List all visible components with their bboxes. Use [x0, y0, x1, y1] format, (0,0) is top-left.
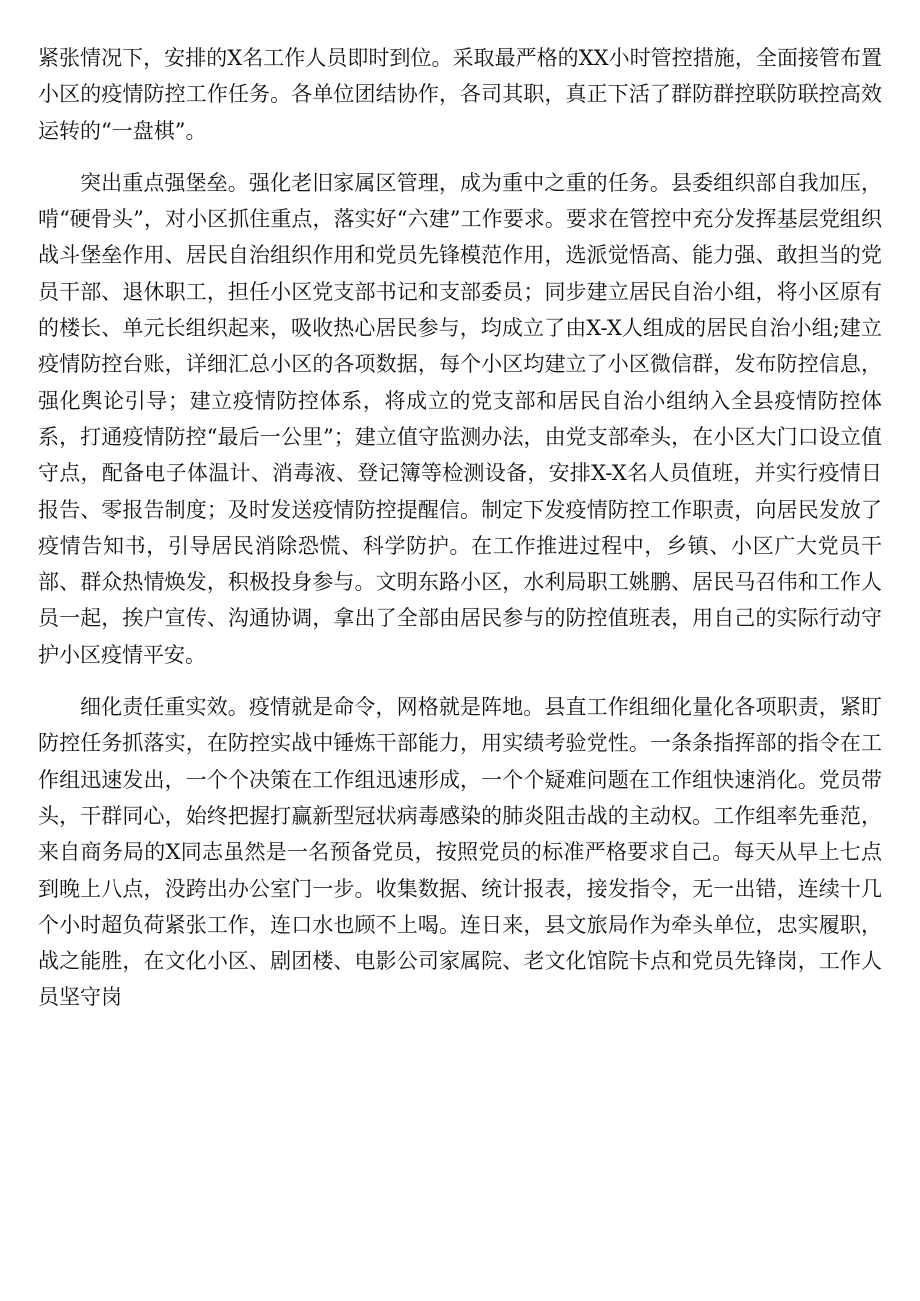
paragraph-key-fortress: 突出重点强堡垒。强化老旧家属区管理，成为重中之重的任务。县委组织部自我加压，啃“硬骨头”，对小区抓住重点，落实好“六建”工作要求。要求在管控中充分发挥基层党组织战斗堡垒作用、居民自治组织作用和党员先锋模范作用，选派觉悟高、能力强、敢担当的党员干部、退休职工，担任小区党支部书记和支部委员；同步建立居民自治小组，将小区原有的楼长、单元长组织起来，吸收热心居民参与，均成立了由X-X人组成的居民自治小组;建立疫情防控台账，详细汇总小区的各项数据，每个小区均建立了小区微信群，发布防控信息，强化舆论引导；建立疫情防控体系，将成立的党支部和居民自治小组纳入全县疫情防控体系，打通疫情防控“最后一公里”；建立值守监测办法，由党支部牵头，在小区大门口设立值守点，配备电子体温计、消毒液、登记簿等检测设备，安排X-X名人员值班，并实行疫情日报告、零报告制度；及时发送疫情防控提醒信。制定下发疫情防控工作职责，向居民发放了疫情告知书，引导居民消除恐慌、科学防护。在工作推进过程中，乡镇、小区广大党员干部、群众热情焕发，积极投身参与。文明东路小区，水利局职工姚鹏、居民马召伟和工作人员一起，挨户宣传、沟通协调，拿出了全部由居民参与的防控值班表，用自己的实际行动守护小区疫情平安。 — [38, 170, 882, 667]
paragraph-continuation: 紧张情况下，安排的X名工作人员即时到位。采取最严格的XX小时管控措施，全面接管布置小区的疫情防控工作任务。各单位团结协作，各司其职，真正下活了群防群控联防联控高效运转的“一盘棋”。 — [38, 46, 882, 143]
paragraph-responsibility: 细化责任重实效。疫情就是命令，网格就是阵地。县直工作组细化量化各项职责，紧盯防控任务抓落实，在防控实战中锤炼干部能力，用实绩考验党性。一条条指挥部的指令在工作组迅速发出，一个个决策在工作组迅速形成，一个个疑难问题在工作组快速消化。党员带头，干群同心，始终把握打赢新型冠状病毒感染的肺炎阻击战的主动权。工作组率先垂范，来自商务局的X同志虽然是一名预备党员，按照党员的标准严格要求自己。每天从早上七点到晚上八点，没跨出办公室门一步。收集数据、统计报表，接发指令，无一出错，连续十几个小时超负荷紧张工作，连口水也顾不上喝。连日来，县文旅局作为牵头单位，忠实履职，战之能胜，在文化小区、剧团楼、电影公司家属院、老文化馆院卡点和党员先锋岗，工作人员坚守岗 — [38, 695, 882, 1010]
document-body — [38, 40, 882, 1016]
